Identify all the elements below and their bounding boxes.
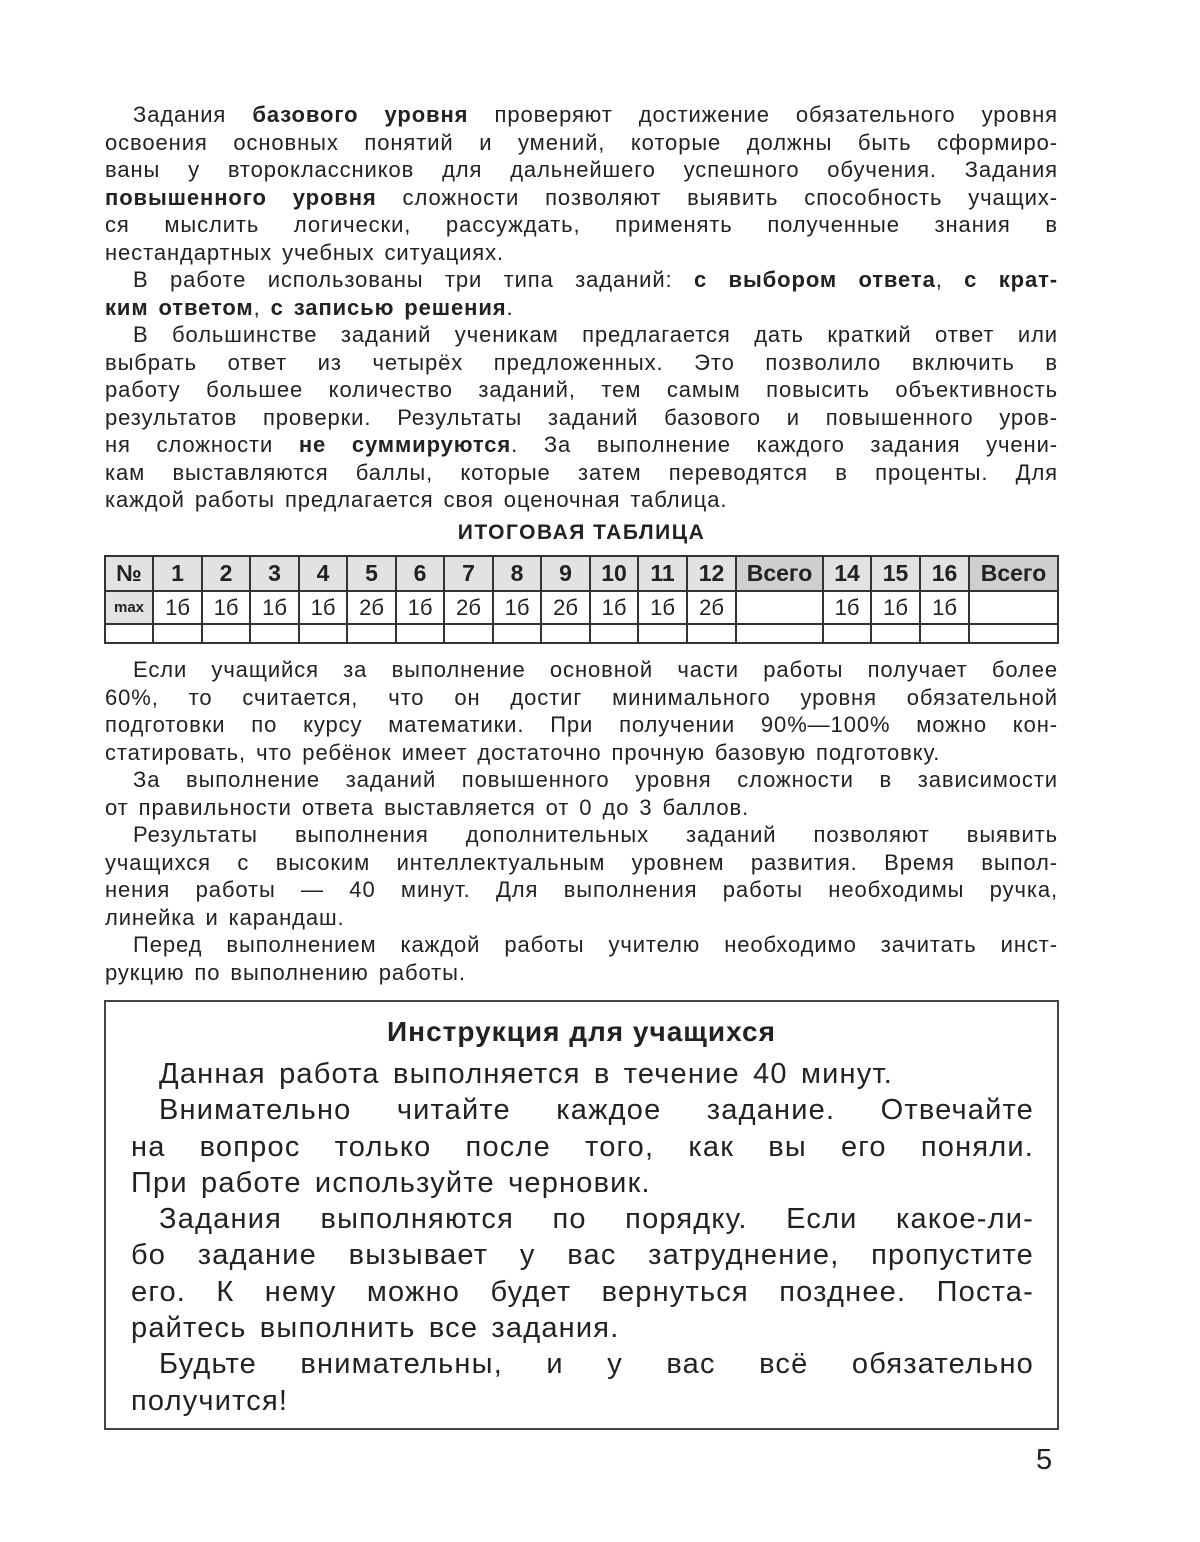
bold-text: базового уровня (252, 102, 469, 127)
bold-text: с крат- (964, 267, 1058, 292)
text-span: кам выставляются баллы, которые затем переводятся в проценты. Для (105, 459, 1058, 485)
score-entry-cell (687, 624, 736, 643)
text-span: сложности позволяют выявить способность учащих- (376, 184, 1058, 210)
score-entry-cell (153, 624, 202, 643)
scoring-text (105, 656, 1058, 986)
text-span: В работе использованы три типа заданий: (133, 267, 694, 292)
task-number-cell: 14 (823, 556, 871, 591)
text-span: от правильности ответа выставляется от 0 до 3 баллов. (105, 794, 750, 820)
text-line (131, 1201, 1034, 1237)
text-line (105, 656, 1058, 684)
text-span: проверяют достижение обязательного уровня (468, 102, 1058, 127)
bold-text: с записью решения (270, 294, 507, 320)
total-header-cell: Всего (736, 556, 823, 591)
text-line (105, 794, 1058, 822)
task-number-cell: 11 (638, 556, 687, 591)
score-entry-cell (105, 624, 153, 643)
task-number-cell: 12 (687, 556, 736, 591)
text-line (105, 156, 1058, 184)
max-score-cell: 1б (920, 591, 969, 624)
text-line (131, 1092, 1034, 1128)
text-span: В большинстве заданий ученикам предлагается дать краткий ответ или (133, 322, 1058, 347)
task-number-cell: 9 (541, 556, 590, 591)
score-entry-cell (202, 624, 250, 643)
text-span: Будьте внимательны, и у вас всё обязательно (159, 1348, 1034, 1381)
table-empty-row (105, 624, 1058, 643)
table-title: ИТОГОВАЯ ТАБЛИЦА (457, 521, 706, 544)
score-entry-cell (541, 624, 590, 643)
max-score-cell: 1б (493, 591, 541, 624)
text-span: учащихся с высоким интеллектуальным уровнем развития. Время выпол- (105, 849, 1058, 875)
max-score-cell: 1б (396, 591, 444, 624)
text-span: Результаты выполнения дополнительных заданий позволяют выявить (133, 822, 1058, 847)
task-number-cell: № (105, 556, 153, 591)
task-number-cell: 7 (444, 556, 493, 591)
score-entry-cell (590, 624, 638, 643)
text-span: нения работы — 40 минут. Для выполнения работы необходимы ручка, (105, 877, 1058, 902)
text-span: рукцию по выполнению работы. (105, 959, 466, 985)
task-number-cell: 4 (299, 556, 347, 591)
text-span: его. К нему можно будет вернуться позднее. Поста- (131, 1275, 1034, 1308)
text-span: Перед выполнением каждой работы учителю необходимо зачитать инст- (133, 932, 1058, 957)
text-line (131, 1056, 1034, 1092)
text-line (105, 711, 1058, 739)
text-line (105, 321, 1058, 349)
summary-table (104, 555, 1059, 644)
text-span: Данная работа выполняется в течение 40 минут. (159, 1058, 893, 1090)
text-line (105, 739, 1058, 767)
text-span: райтесь выполнить все задания. (131, 1312, 620, 1345)
text-line (105, 211, 1058, 239)
text-span: 60%, то считается, что он достиг минимального уровня обязательной (105, 684, 1058, 710)
bold-text: с выбором ответа (693, 267, 936, 292)
text-line (105, 876, 1058, 904)
text-line (105, 431, 1058, 459)
score-entry-cell (920, 624, 969, 643)
score-entry-cell (396, 624, 444, 643)
max-score-cell: 2б (347, 591, 396, 624)
text-span: линейка и карандаш. (105, 904, 345, 930)
text-span: результатов проверки. Результаты заданий базового и повышенного уров- (105, 404, 1058, 430)
text-span: работу большее количество заданий, тем самым повысить объективность (105, 377, 1058, 402)
text-line (105, 486, 1058, 514)
max-score-cell: 1б (871, 591, 920, 624)
text-span: статировать, что ребёнок имеет достаточно прочную базовую подготовку. (105, 739, 941, 765)
bold-text: не суммируются (298, 432, 512, 457)
text-line (131, 1274, 1034, 1310)
task-number-cell: 8 (493, 556, 541, 591)
text-span: ня сложности (105, 432, 299, 457)
score-entry-cell (250, 624, 299, 643)
text-line (105, 904, 1058, 932)
task-number-cell: 1 (153, 556, 202, 591)
text-line (105, 849, 1058, 877)
table-header-row (105, 556, 1058, 591)
score-entry-cell (969, 624, 1058, 643)
bold-text: повышенного уровня (105, 184, 377, 210)
instruction-title: Инструкция для учащихся (387, 1016, 776, 1047)
task-number-cell: 2 (202, 556, 250, 591)
text-line (105, 376, 1058, 404)
bold-text: ким ответом (105, 294, 254, 320)
task-number-cell: 10 (590, 556, 638, 591)
text-line (105, 684, 1058, 712)
text-line (105, 294, 1058, 322)
task-number-cell: 15 (871, 556, 920, 591)
text-line (131, 1346, 1034, 1382)
text-span: Внимательно читайте каждое задание. Отвечайте (159, 1094, 1034, 1127)
text-line (105, 959, 1058, 987)
text-span: ваны у второклассников для дальнейшего успешного обучения. Задания (105, 157, 1058, 182)
total-header-cell: Всего (969, 556, 1058, 591)
text-line (105, 931, 1058, 959)
max-label-cell: max (105, 591, 153, 624)
page-number: 5 (1036, 1444, 1053, 1476)
intro-text (105, 101, 1058, 514)
max-score-cell: 1б (202, 591, 250, 624)
text-span: подготовки по курсу математики. При получении 90%—100% можно кон- (105, 712, 1058, 737)
max-score-cell: 1б (823, 591, 871, 624)
task-number-cell: 3 (250, 556, 299, 591)
task-number-cell: 5 (347, 556, 396, 591)
text-line (131, 1383, 1034, 1419)
max-score-cell: 1б (638, 591, 687, 624)
table-max-row (105, 591, 1058, 624)
task-number-cell: 16 (920, 556, 969, 591)
text-span: . (506, 294, 514, 320)
score-entry-cell (347, 624, 396, 643)
text-span: на вопрос только после того, как вы его поняли. (131, 1130, 1034, 1163)
max-score-cell: 1б (299, 591, 347, 624)
text-line (105, 101, 1058, 129)
text-line (105, 129, 1058, 157)
text-line (105, 821, 1058, 849)
text-span: каждой работы предлагается своя оценочная таблица. (105, 487, 728, 512)
score-entry-cell (638, 624, 687, 643)
text-span: За выполнение заданий повышенного уровня сложности в зависимости (133, 767, 1058, 792)
instruction-box (104, 1000, 1059, 1430)
text-span: , (253, 294, 271, 320)
text-span: Если учащийся за выполнение основной части работы получает более (133, 657, 1058, 682)
max-score-cell: 1б (153, 591, 202, 624)
max-score-cell: 1б (590, 591, 638, 624)
score-entry-cell (493, 624, 541, 643)
score-entry-cell (299, 624, 347, 643)
text-line (131, 1310, 1034, 1346)
max-score-cell: 2б (541, 591, 590, 624)
text-span: Задания выполняются по порядку. Если какое-ли- (159, 1203, 1034, 1236)
text-line (105, 404, 1058, 432)
text-line (131, 1129, 1034, 1165)
text-span: . За выполнение каждого задания учени- (511, 432, 1059, 457)
text-line (131, 1237, 1034, 1273)
text-span: При работе используйте черновик. (131, 1166, 651, 1199)
text-span: ся мыслить логически, рассуждать, применять полученные знания в (105, 212, 1058, 237)
text-line (105, 239, 1058, 267)
text-line (131, 1165, 1034, 1201)
text-span: нестандартных учебных ситуациях. (105, 239, 505, 265)
text-span: бо задание вызывает у вас затруднение, пропустите (131, 1239, 1034, 1272)
max-score-cell: 2б (687, 591, 736, 624)
max-score-cell: 1б (250, 591, 299, 624)
text-span: освоения основных понятий и умений, которые должны быть сформиро- (105, 129, 1058, 155)
instruction-body (131, 1056, 1034, 1419)
max-score-cell: 2б (444, 591, 493, 624)
text-line (105, 766, 1058, 794)
score-entry-cell (871, 624, 920, 643)
score-entry-cell (736, 624, 823, 643)
score-entry-cell (823, 624, 871, 643)
text-span: , (935, 267, 965, 292)
max-score-cell (969, 591, 1058, 624)
text-line (105, 349, 1058, 377)
score-entry-cell (444, 624, 493, 643)
max-score-cell (736, 591, 823, 624)
text-span: получится! (131, 1384, 289, 1417)
text-span: выбрать ответ из четырёх предложенных. Это позволило включить в (105, 349, 1058, 375)
task-number-cell: 6 (396, 556, 444, 591)
text-line (105, 266, 1058, 294)
text-line (105, 459, 1058, 487)
text-span: Задания (133, 102, 253, 127)
text-line (105, 184, 1058, 212)
